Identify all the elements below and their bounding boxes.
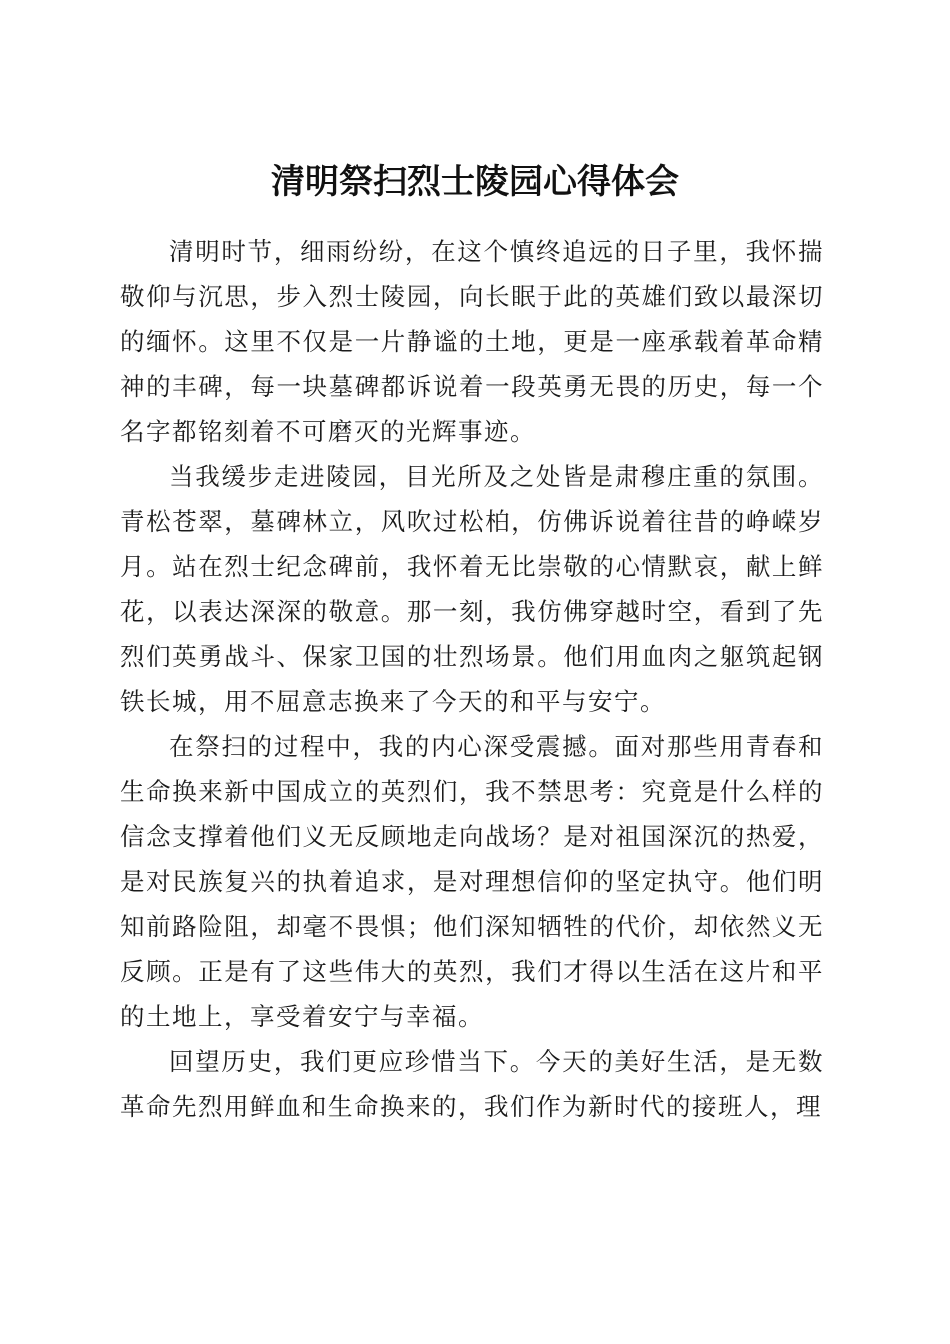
paragraph: 当我缓步走进陵园，目光所及之处皆是肃穆庄重的氛围。青松苍翠，墓碑林立，风吹过松柏，仿佛诉说着往昔的峥嵘岁月。站在烈士纪念碑前，我怀着无比崇敬的心情默哀，献上鲜花，以表达深深的敬意。那一刻，我仿佛穿越时空，看到了先烈们英勇战斗、保家卫国的壮烈场景。他们用血肉之躯筑起钢铁长城，用不屈意志换来了今天的和平与安宁。 — [120, 462, 824, 716]
document-title: 清明祭扫烈士陵园心得体会 — [271, 161, 679, 202]
paragraph: 在祭扫的过程中，我的内心深受震撼。面对那些用青春和生命换来新中国成立的英烈们，我不禁思考：究竟是什么样的信念支撑着他们义无反顾地走向战场？是对祖国深沉的热爱，是对民族复兴的执着追求，是对理想信仰的坚定执守。他们明知前路险阻，却毫不畏惧；他们深知牺牲的代价，却依然义无反顾。正是有了这些伟大的英烈，我们才得以生活在这片和平的土地上，享受着安宁与幸福。 — [120, 732, 824, 1031]
document-body — [120, 229, 824, 1129]
paragraph: 回望历史，我们更应珍惜当下。今天的美好生活，是无数革命先烈用鲜血和生命换来的，我们作为新时代的接班人，理 — [120, 1047, 824, 1121]
paragraph: 清明时节，细雨纷纷，在这个慎终追远的日子里，我怀揣敬仰与沉思，步入烈士陵园，向长眠于此的英雄们致以最深切的缅怀。这里不仅是一片静谧的土地，更是一座承载着革命精神的丰碑，每一块墓碑都诉说着一段英勇无畏的历史，每一个名字都铭刻着不可磨灭的光辉事迹。 — [120, 237, 824, 446]
